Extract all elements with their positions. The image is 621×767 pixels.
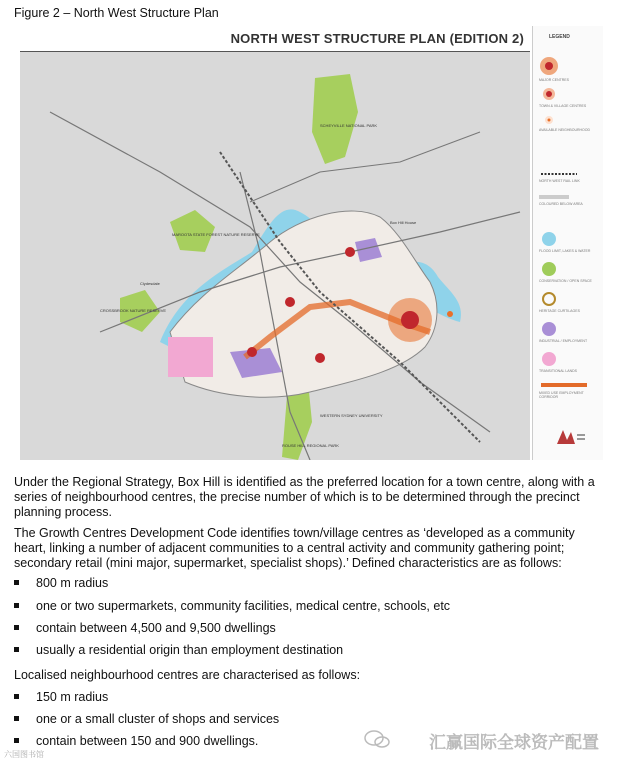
paragraph-1: Under the Regional Strategy, Box Hill is identified as the preferred location for a town centre, along with a series of neighbourhood centres, the precise number of which is to be determined through the precinct planning process.: [14, 475, 595, 519]
legend-industrial: INDUSTRIAL / EMPLOYMENT: [539, 321, 599, 343]
wechat-icon: [364, 729, 390, 749]
bullet-item: one or two supermarkets, community facilities, medical centre, schools, etc: [14, 599, 450, 613]
map-label: CROSSBROOK NATURE RESERVE: [100, 308, 167, 313]
nsw-government-logo: [553, 426, 587, 448]
legend-neighbourhood: AVAILABLE NEIGHBOURHOOD: [539, 114, 599, 132]
map-label: Clydesdale: [140, 281, 160, 286]
structure-plan-map: [20, 26, 602, 460]
village-centre: [315, 353, 325, 363]
legend-transitional: TRANSITIONAL LANDS: [539, 351, 599, 373]
village-centre: [247, 347, 257, 357]
bullet-item: 150 m radius: [14, 690, 108, 704]
watermark-text: 汇赢国际全球资产配置: [429, 733, 599, 752]
figure-caption: Figure 2 – North West Structure Plan: [14, 6, 219, 20]
watermark-left: 六国图书馆: [4, 750, 44, 759]
map-label: MAROOTA STATE FOREST NATURE RESERVE: [172, 232, 260, 237]
bullet-item: contain between 4,500 and 9,500 dwellings: [14, 621, 276, 635]
village-centre: [285, 297, 295, 307]
legend-mixed-use: MIXED USE EMPLOYMENT CORRIDOR: [539, 391, 584, 399]
paragraph-2: The Growth Centres Development Code identifies town/village centres as ‘developed as a community heart, linking a number of adjacent communities to a central activity and community gathering point; secondary retail (mini major, supermarket, specialist shops).’ Defined characteristics are as follows:: [14, 526, 575, 570]
legend-major-centres: MAJOR CENTRES: [539, 56, 599, 82]
box-hill-town-centre: [401, 311, 419, 329]
bullet-item: usually a residential origin than employment destination: [14, 643, 343, 657]
map-label: Box Hill House: [390, 220, 417, 225]
map-graphic: [20, 52, 530, 460]
legend-conservation: CONSERVATION / OPEN SPACE: [539, 261, 599, 283]
bullet-item: one or a small cluster of shops and services: [14, 712, 279, 726]
paragraph-3: Localised neighbourhood centres are characterised as follows:: [14, 668, 361, 682]
map-label: WESTERN SYDNEY UNIVERSITY: [320, 413, 383, 418]
legend-town-centres: TOWN & VILLAGE CENTRES: [539, 86, 599, 108]
map-title: NORTH WEST STRUCTURE PLAN (EDITION 2): [20, 26, 530, 52]
legend-flood: FLOOD LIMIT, LAKES & WATER: [539, 231, 599, 253]
legend-rail-link: NORTH WEST RAIL LINK: [539, 179, 580, 183]
bullet-item: 800 m radius: [14, 576, 108, 590]
map-label: SCHEYVILLE NATIONAL PARK: [320, 123, 378, 128]
legend-heritage: HERITAGE CURTILAGES: [539, 291, 599, 313]
legend-title: LEGEND: [549, 34, 570, 40]
map-label: ROUSE HILL REGIONAL PARK: [282, 443, 339, 448]
map-legend: [532, 26, 603, 460]
bullet-item: contain between 150 and 900 dwellings.: [14, 734, 258, 748]
legend-coloured-area: COLOURED BELOW AREA: [539, 194, 599, 206]
neighbourhood-centre: [447, 311, 453, 317]
transitional-lands: [168, 337, 213, 377]
village-centre: [345, 247, 355, 257]
